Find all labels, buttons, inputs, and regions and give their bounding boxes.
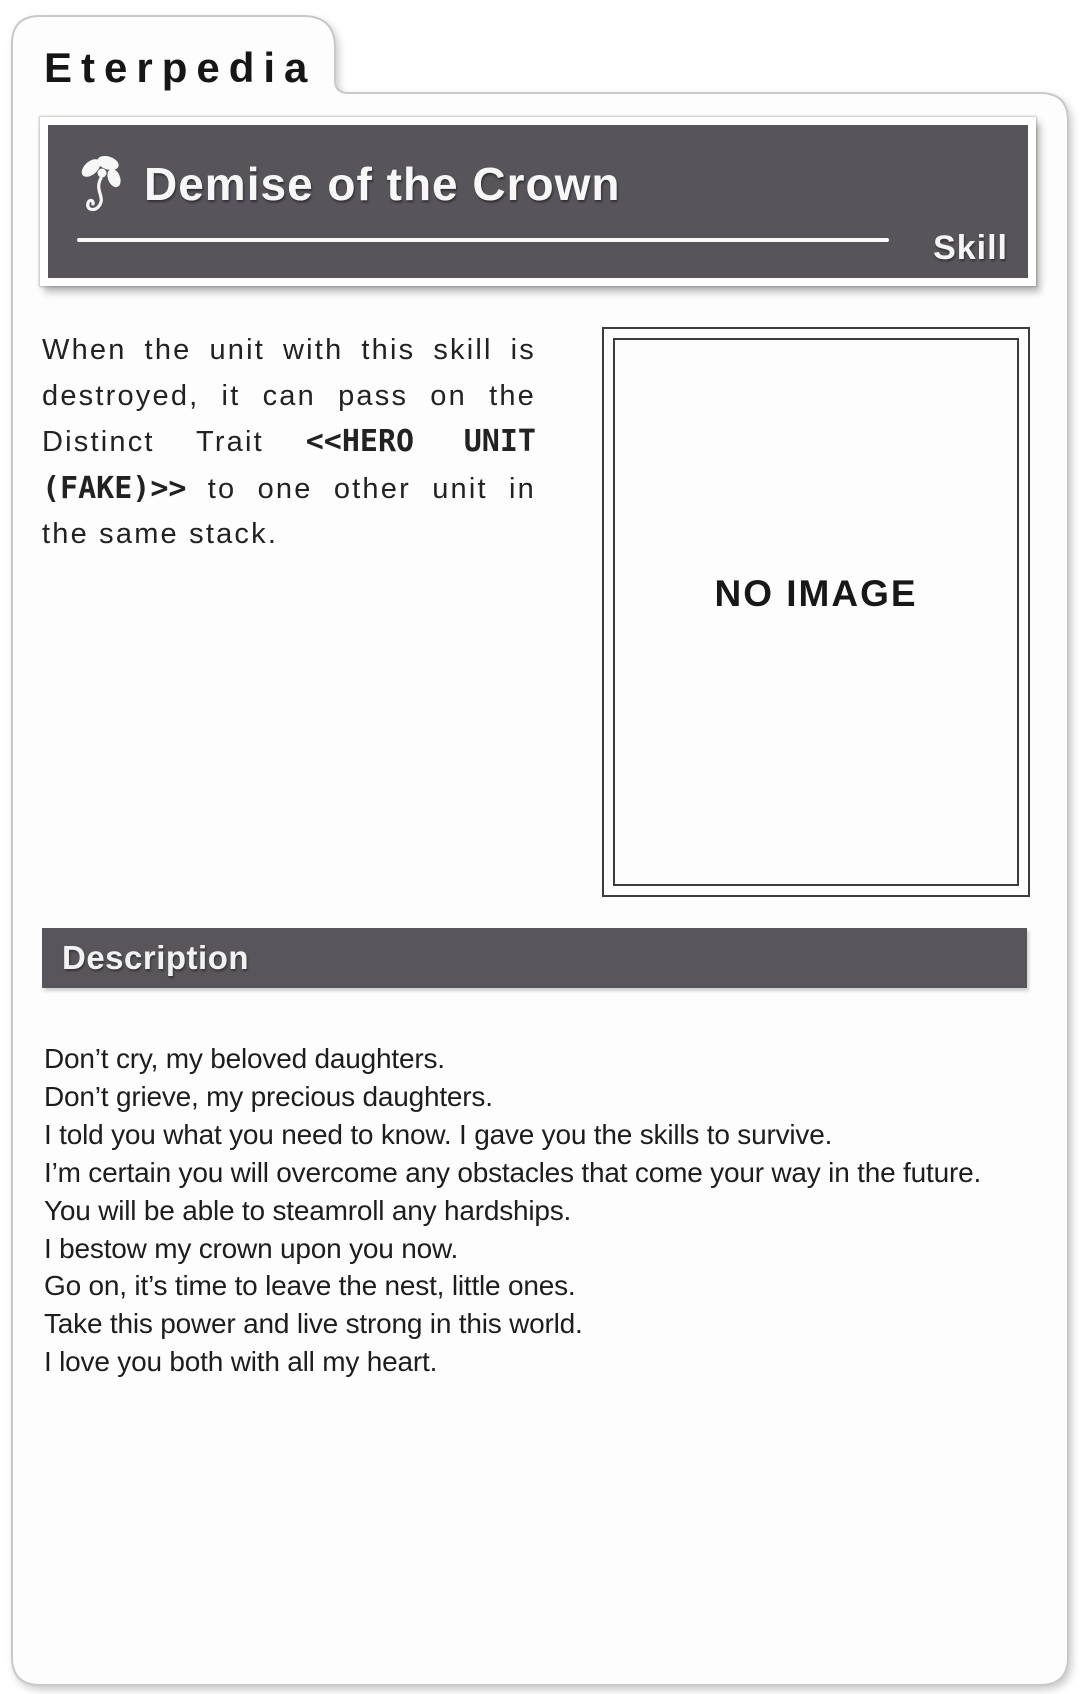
description-line: Take this power and live strong in this world. <box>44 1308 583 1340</box>
description-line: You will be able to steamroll any hardships. <box>44 1194 572 1226</box>
skill-effect-text <box>42 328 536 558</box>
no-image-label: NO IMAGE <box>714 573 918 614</box>
description-line: Don’t grieve, my precious daughters. <box>44 1080 493 1112</box>
skill-effect-after: to one other unit in the same stack. <box>42 472 536 550</box>
skill-effect-before: When the unit with this skill is destroyed, it can pass on the Distinct Trait <box>42 334 536 458</box>
skill-header-frame <box>40 117 1036 286</box>
skill-name: Demise of the Crown <box>144 158 621 210</box>
skill-image-frame <box>602 327 1030 897</box>
description-body <box>44 1040 1044 1381</box>
description-line: I love you both with all my heart. <box>44 1346 438 1378</box>
distinct-trait-name: <<HERO UNIT (FAKE)>> <box>42 424 536 506</box>
description-line: Go on, it’s time to leave the nest, little ones. <box>44 1270 576 1302</box>
tab-eterpedia[interactable]: Eterpedia <box>44 44 317 91</box>
floral-ornament-icon <box>74 151 128 217</box>
description-line: I bestow my crown upon you now. <box>44 1232 459 1264</box>
description-line: I told you what you need to know. I gave you the skills to survive. <box>44 1118 833 1150</box>
description-section-bar <box>42 928 1027 988</box>
description-heading: Description <box>62 939 250 976</box>
skill-title-row <box>74 151 621 217</box>
skill-image-inner-frame <box>613 338 1019 886</box>
entry-category-label: Skill <box>933 229 1008 267</box>
title-underline <box>77 238 889 242</box>
description-line: I’m certain you will overcome any obstacles that come your way in the future. <box>44 1156 982 1188</box>
description-line: Don’t cry, my beloved daughters. <box>44 1043 445 1074</box>
skill-header-bar <box>48 125 1028 278</box>
